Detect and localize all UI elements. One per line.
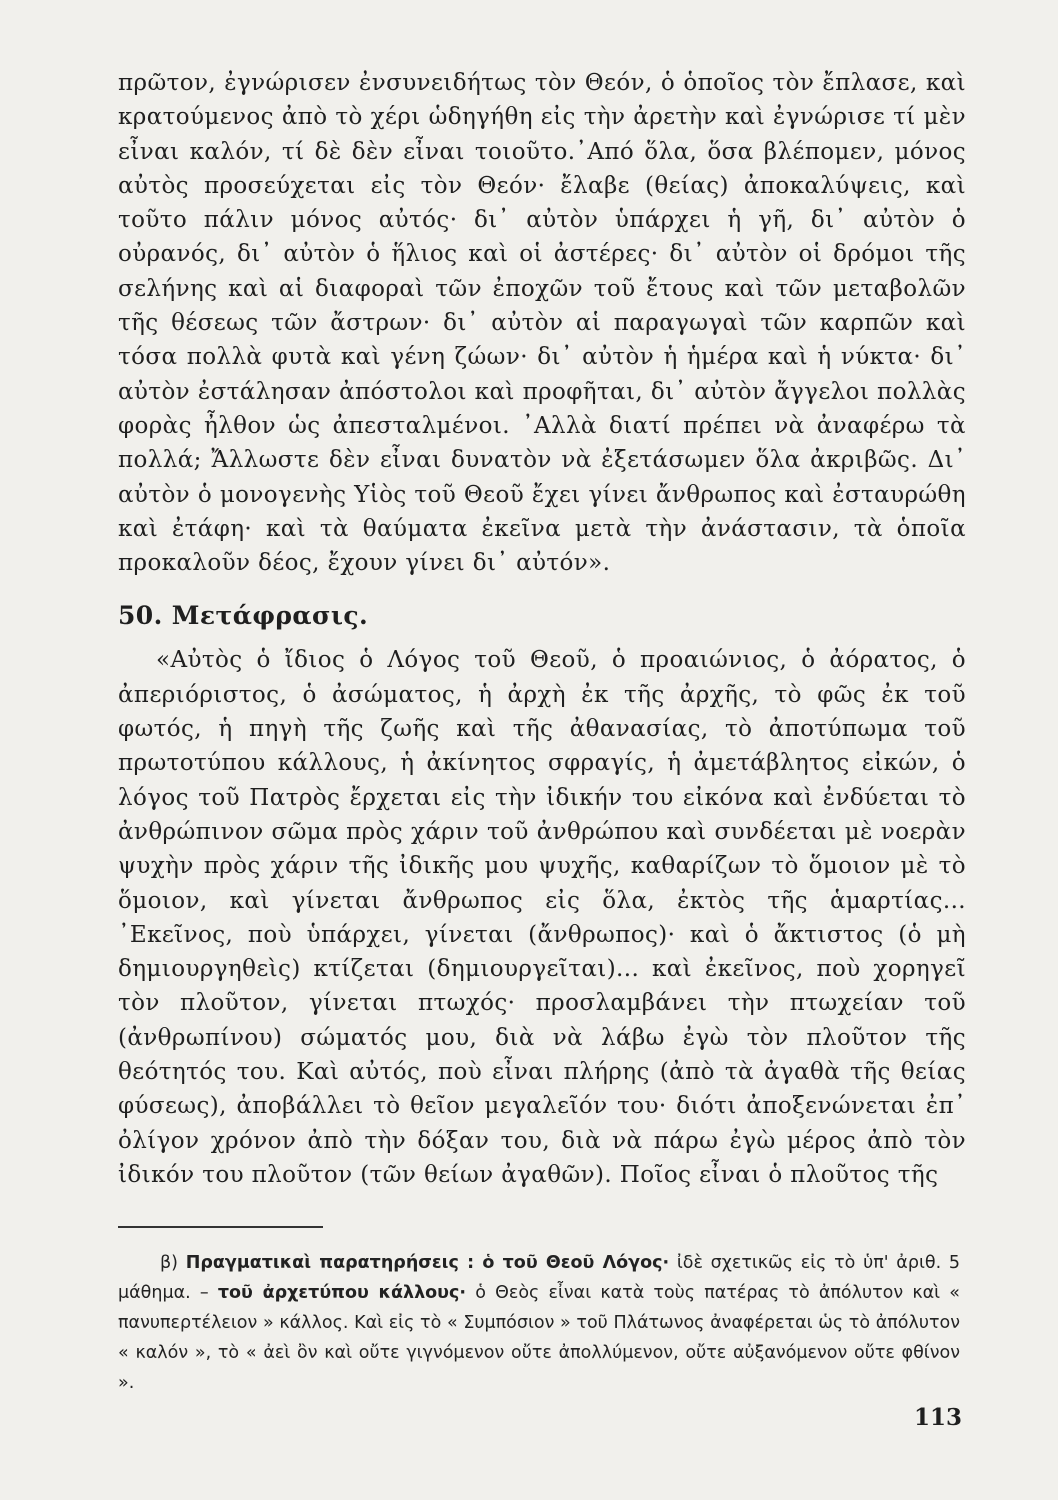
paragraph-1: πρῶτον, ἐγνώρισεν ἐνσυνειδήτως τὸν Θεόν, ὁ ὁποῖος τὸν ἔπλασε, καὶ κρατούμενος ἀπὸ τὸ χέρι ὡδηγήθη εἰς τὴν ἀρετὴν καὶ ἐγνώρισε τί μὲν εἶναι καλόν, τί δὲ δὲν εἶναι τοιοῦτο.᾿Από ὅλα, ὅσα βλέπομεν, μόνος αὐτὸς προσεύχεται εἰς τὸν Θεόν· ἔλαβε (θείας) ἀποκαλύψεις, καὶ τοῦτο πάλιν μόνος αὐτός· δι᾿ αὐτὸν ὑπάρχει ἡ γῆ, δι᾿ αὐτὸν ὁ οὐρανός, δι᾿ αὐτὸν ὁ ἥλιος καὶ οἱ ἀστέρες· δι᾿ αὐτὸν οἱ δρόμοι τῆς σελήνης καὶ αἱ διαφοραὶ τῶν ἐποχῶν τοῦ ἔτους καὶ τῶν μεταβολῶν τῆς θέσεως τῶν ἄστρων· δι᾿ αὐτὸν αἱ παραγωγαὶ τῶν καρπῶν καὶ τόσα πολλὰ φυτὰ καὶ γένη ζώων· δι᾿ αὐτὸν ἡ ἡμέρα καὶ ἡ νύκτα· δι᾿ αὐτὸν ἐστάλησαν ἀπόστολοι καὶ προφῆται, δι᾿ αὐτὸν ἄγγελοι πολλὰς φορὰς ἦλθον ὡς ἀπεσταλμένοι. ᾿Αλλὰ διατί πρέπει νὰ ἀναφέρω τὰ πολλά; Ἄλλωστε δὲν εἶναι δυνατὸν νὰ ἐξετάσωμεν ὅλα ἀκριβῶς. Δι᾿ αὐτὸν ὁ μονογενὴς Υἱὸς τοῦ Θεοῦ ἔχει γίνει ἄνθρωπος καὶ ἐσταυρώθη καὶ ἐτάφη· καὶ τὰ θαύματα ἐκεῖνα μετὰ τὴν ἀνάστασιν, τὰ ὁποῖα προκαλοῦν δέος, ἔχουν γίνει δι᾿ αὐτόν». [118,70,966,577]
paragraph-2: «Αὐτὸς ὁ ἴδιος ὁ Λόγος τοῦ Θεοῦ, ὁ προαιώνιος, ὁ ἀόρατος, ὁ ἀπεριόριστος, ὁ ἀσώματος, ἡ ἀρχὴ ἐκ τῆς ἀρχῆς, τὸ φῶς ἐκ τοῦ φωτός, ἡ πηγὴ τῆς ζωῆς καὶ τῆς ἀθανασίας, τὸ ἀποτύπωμα τοῦ πρωτοτύπου κάλλους, ἡ ἀκίνητος σφραγίς, ἡ ἀμετάβλητος εἰκών, ὁ λόγος τοῦ Πατρὸς ἔρχεται εἰς τὴν ἰδικήν του εἰκόνα καὶ ἐνδύεται τὸ ἀνθρώπινον σῶμα πρὸς χάριν τοῦ ἀνθρώπου καὶ συνδέεται μὲ νοερὰν ψυχὴν πρὸς χάριν τῆς ἰδικῆς μου ψυχῆς, καθαρίζων τὸ ὅμοιον μὲ τὸ ὅμοιον, καὶ γίνεται ἄνθρωπος εἰς ὅλα, ἐκτὸς τῆς ἁμαρτίας... ᾿Εκεῖνος, ποὺ ὑπάρχει, γίνεται (ἄνθρωπος)· καὶ ὁ ἄκτιστος (ὁ μὴ δημιουργηθεὶς) κτίζεται (δημιουργεῖται)... καὶ ἐκεῖνος, ποὺ χορηγεῖ τὸν πλοῦτον, γίνεται πτωχός· προσλαμβάνει τὴν πτωχείαν τοῦ (ἀνθρωπίνου) σώματός μου, διὰ νὰ λάβω ἐγὼ τὸν πλοῦτον τῆς θεότητός του. Καὶ αὐτός, ποὺ εἶναι πλήρης (ἀπὸ τὰ ἀγαθὰ τῆς θείας φύσεως), ἀποβάλλει τὸ θεῖον μεγαλεῖόν του· διότι ἀποξενώνεται ἐπ᾿ ὀλίγον χρόνον ἀπὸ τὴν δόξαν του, διὰ νὰ πάρω ἐγὼ μέρος ἀπὸ τὸν ἰδικόν του πλοῦτον (τῶν θείων ἀγαθῶν). Ποῖος εἶναι ὁ πλοῦτος τῆς [118,647,966,1188]
footnote-divider [118,1226,323,1228]
footnote-text-1: ἰδὲ σχετικῶς εἰς τὸ ὑπ' ἀριθ. 5 μάθημα. – [118,1253,960,1303]
footnote-bold-1: Πραγματικαὶ παρατηρήσεις : ὁ τοῦ Θεοῦ Λόγος· [185,1253,670,1273]
footnote [118,1248,960,1398]
footnote-bold-2: τοῦ ἀρχετύπου κάλλους· [217,1283,467,1303]
page-number: 113 [913,1404,962,1431]
section-heading: 50. Μετάφρασις. [118,601,369,631]
footnote-marker: β) [160,1253,178,1273]
main-text [118,66,966,1192]
footnote-text-2: ὁ Θεὸς εἶναι κατὰ τοὺς πατέρας τὸ ἀπόλυτον καὶ « πανυπερτέλειον » κάλλος. Καὶ εἰς τὸ « Συμπόσιον » τοῦ Πλάτωνος ἀναφέρεται ὡς τὸ ἀπόλυτον « καλόν », τὸ « ἀεὶ ὂν καὶ οὔτε γιγνόμενον οὔτε ἀπολλύμενον, οὔτε αὐξανόμενον οὔτε φθίνον ». [118,1283,960,1393]
